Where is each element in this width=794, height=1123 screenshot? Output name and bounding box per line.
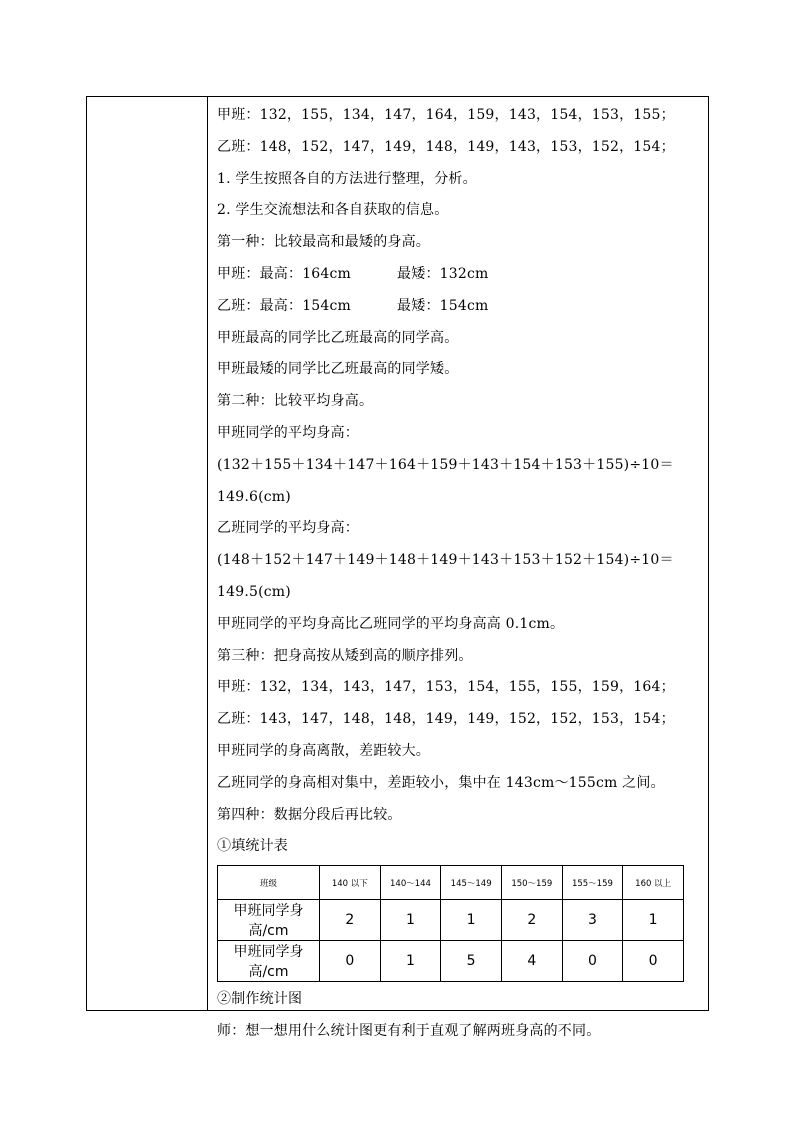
content-cell	[217, 100, 697, 1048]
table-header-cell: 班级	[218, 866, 320, 900]
table-header-cell: 150～159	[501, 866, 562, 900]
class-b-sorted: 乙班：143，147，148，148，149，149，152，152，153，154；	[217, 711, 675, 728]
method-3-heading: 第三种：把身高按从矮到高的顺序排列。	[217, 647, 473, 664]
step-2: 2. 学生交流想法和各自获取的信息。	[217, 202, 449, 219]
class-a-max-min	[217, 259, 697, 291]
class-b-max: 乙班：最高：154cm	[217, 297, 352, 314]
table-cell: 0	[320, 941, 381, 982]
table-row	[218, 941, 684, 982]
row-label: 甲班同学身高/cm	[218, 900, 320, 941]
table-header-cell: 155～159	[562, 866, 623, 900]
teacher-question: 师：想一想用什么统计图更有利于直观了解两班身高的不同。	[217, 1022, 601, 1039]
class-a-min: 最矮：132cm	[397, 265, 489, 282]
class-b-min: 最矮：154cm	[397, 297, 489, 314]
class-b-max-min	[217, 291, 697, 323]
class-b-concentration: 乙班同学的身高相对集中，差距较小，集中在 143cm～155cm 之间。	[217, 774, 665, 791]
table-cell: 0	[562, 941, 623, 982]
table-header-row	[218, 866, 684, 900]
table-cell: 1	[441, 900, 502, 941]
class-b-average-formula: (148＋152＋147＋149＋148＋149＋143＋153＋152＋154)÷10＝	[217, 552, 674, 569]
class-b-average-label: 乙班同学的平均身高：	[217, 520, 359, 537]
table-cell: 0	[623, 941, 684, 982]
table-cell: 4	[501, 941, 562, 982]
class-b-data: 乙班：148，152，147，149，148，149，143，153，152，154；	[217, 138, 675, 155]
table-cell: 1	[380, 900, 441, 941]
table-header-cell: 140～144	[380, 866, 441, 900]
fill-table-heading: ①填统计表	[217, 838, 288, 855]
table-header-cell: 140 以下	[320, 866, 381, 900]
table-cell: 2	[320, 900, 381, 941]
conclusion-shortest: 甲班最矮的同学比乙班最高的同学矮。	[217, 361, 459, 378]
class-a-average-label: 甲班同学的平均身高：	[217, 424, 359, 441]
statistics-table	[217, 865, 684, 982]
step-1: 1. 学生按照各自的方法进行整理，分析。	[217, 170, 477, 187]
class-a-data: 甲班：132，155，134，147，164，159，143，154，153，155；	[217, 107, 675, 123]
average-conclusion: 甲班同学的平均身高比乙班同学的平均身高高 0.1cm。	[217, 615, 565, 632]
method-4-heading: 第四种：数据分段后再比较。	[217, 806, 402, 823]
method-1-heading: 第一种：比较最高和最矮的身高。	[217, 234, 430, 251]
table-cell: 1	[623, 900, 684, 941]
table-row	[218, 900, 684, 941]
class-a-dispersion: 甲班同学的身高离散，差距较大。	[217, 742, 430, 759]
document-table	[86, 96, 709, 1039]
table-header-cell: 160 以上	[623, 866, 684, 900]
table-cell: 3	[562, 900, 623, 941]
class-a-average-formula: (132＋155＋134＋147＋164＋159＋143＋154＋153＋155)÷10＝	[217, 456, 674, 473]
class-a-sorted: 甲班：132，134，143，147，153，154，155，155，159，164；	[217, 679, 675, 696]
make-chart-heading: ②制作统计图	[217, 991, 303, 1008]
row-label: 甲班同学身高/cm	[218, 941, 320, 982]
class-a-max: 甲班：最高：164cm	[217, 265, 352, 282]
class-a-average-result: 149.6(cm)	[217, 488, 291, 505]
table-cell: 5	[441, 941, 502, 982]
table-cell: 1	[380, 941, 441, 982]
class-b-average-result: 149.5(cm)	[217, 583, 291, 600]
conclusion-tallest: 甲班最高的同学比乙班最高的同学高。	[217, 329, 459, 346]
left-column-cell	[87, 97, 208, 1010]
method-2-heading: 第二种：比较平均身高。	[217, 393, 374, 410]
table-header-cell: 145～149	[441, 866, 502, 900]
table-cell: 2	[501, 900, 562, 941]
